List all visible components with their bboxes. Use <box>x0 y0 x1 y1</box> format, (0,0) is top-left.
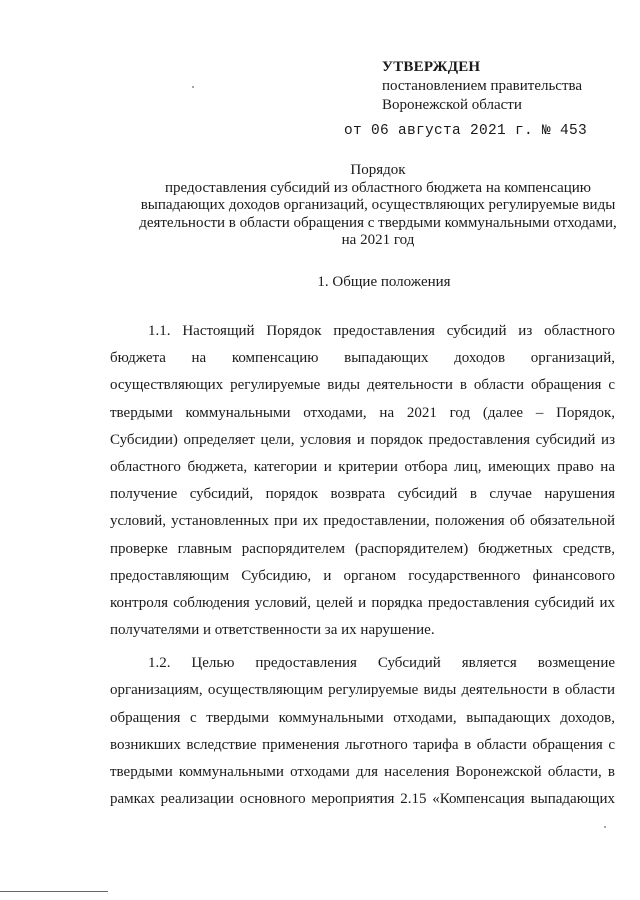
paragraph-line: рамках реализации основного мероприятия 2.15 «Компенсация выпадающих <box>110 791 615 808</box>
approval-line-1: постановлением правительства <box>382 78 583 94</box>
title-line: деятельности в области обращения с твердыми коммунальными отходами, <box>139 214 617 231</box>
paragraph-line: твердыми коммунальными отходами, на 2021 год (далее – Порядок, <box>110 404 615 421</box>
paragraph-line: 1.2. Целью предоставления Субсидий является возмещение <box>148 655 615 672</box>
paragraph-line: проверке главным распорядителем (распорядителем) бюджетных средств, <box>110 540 615 557</box>
document-body <box>110 318 615 813</box>
approval-date: от 06 августа 2021 г. № 453 <box>344 123 588 139</box>
paragraph-line: Субсидии) определяет цели, условия и порядок предоставления субсидий из <box>110 431 615 448</box>
paragraph-line: обращения с твердыми коммунальными отходами, выпадающих доходов, <box>110 709 615 726</box>
paragraph-line: условий, установленных при их предоставлении, положения об обязательной <box>110 513 615 530</box>
document-title <box>128 162 628 250</box>
title-line: предоставления субсидий из областного бюджета на компенсацию <box>165 179 591 196</box>
title-line: выпадающих доходов организаций, осуществляющих регулируемые виды <box>140 197 616 213</box>
approval-line-2: Воронежской области <box>382 97 522 113</box>
footer-rule <box>0 891 108 892</box>
paragraph-line: контроля соблюдения условий, целей и порядка предоставления субсидий их <box>110 594 615 611</box>
paragraph-line: областного бюджета, категории и критерии отбора лиц, имеющих право на <box>110 458 615 475</box>
approval-block <box>344 58 588 141</box>
section-heading: 1. Общие положения <box>317 274 451 290</box>
scan-speck <box>604 826 606 828</box>
paragraph-line: возникших вследствие применения льготного тарифа в области обращения с <box>110 736 615 753</box>
paragraph-line: 1.1. Настоящий Порядок предоставления субсидий из областного <box>148 323 615 339</box>
paragraph-line: предоставляющим Субсидию, и органом государственного финансового <box>110 567 615 584</box>
paragraph-line: организациям, осуществляющим регулируемые виды деятельности в области <box>110 682 615 699</box>
scan-speck <box>192 86 194 88</box>
paragraph-line: получение субсидий, порядок возврата субсидий в случае нарушения <box>110 486 615 503</box>
paragraph-line: получателями и ответственности за их нарушение. <box>110 622 435 639</box>
approval-title: УТВЕРЖДЕН <box>382 59 481 75</box>
paragraph-line: твердыми коммунальными отходами для населения Воронежской области, в <box>110 764 615 780</box>
title-line: Порядок <box>350 162 406 178</box>
paragraph-line: осуществляющих регулируемые виды деятельности в области обращения с <box>110 377 615 394</box>
paragraph-line: бюджета на компенсацию выпадающих доходов организаций, <box>110 350 615 367</box>
title-line: на 2021 год <box>341 232 415 248</box>
